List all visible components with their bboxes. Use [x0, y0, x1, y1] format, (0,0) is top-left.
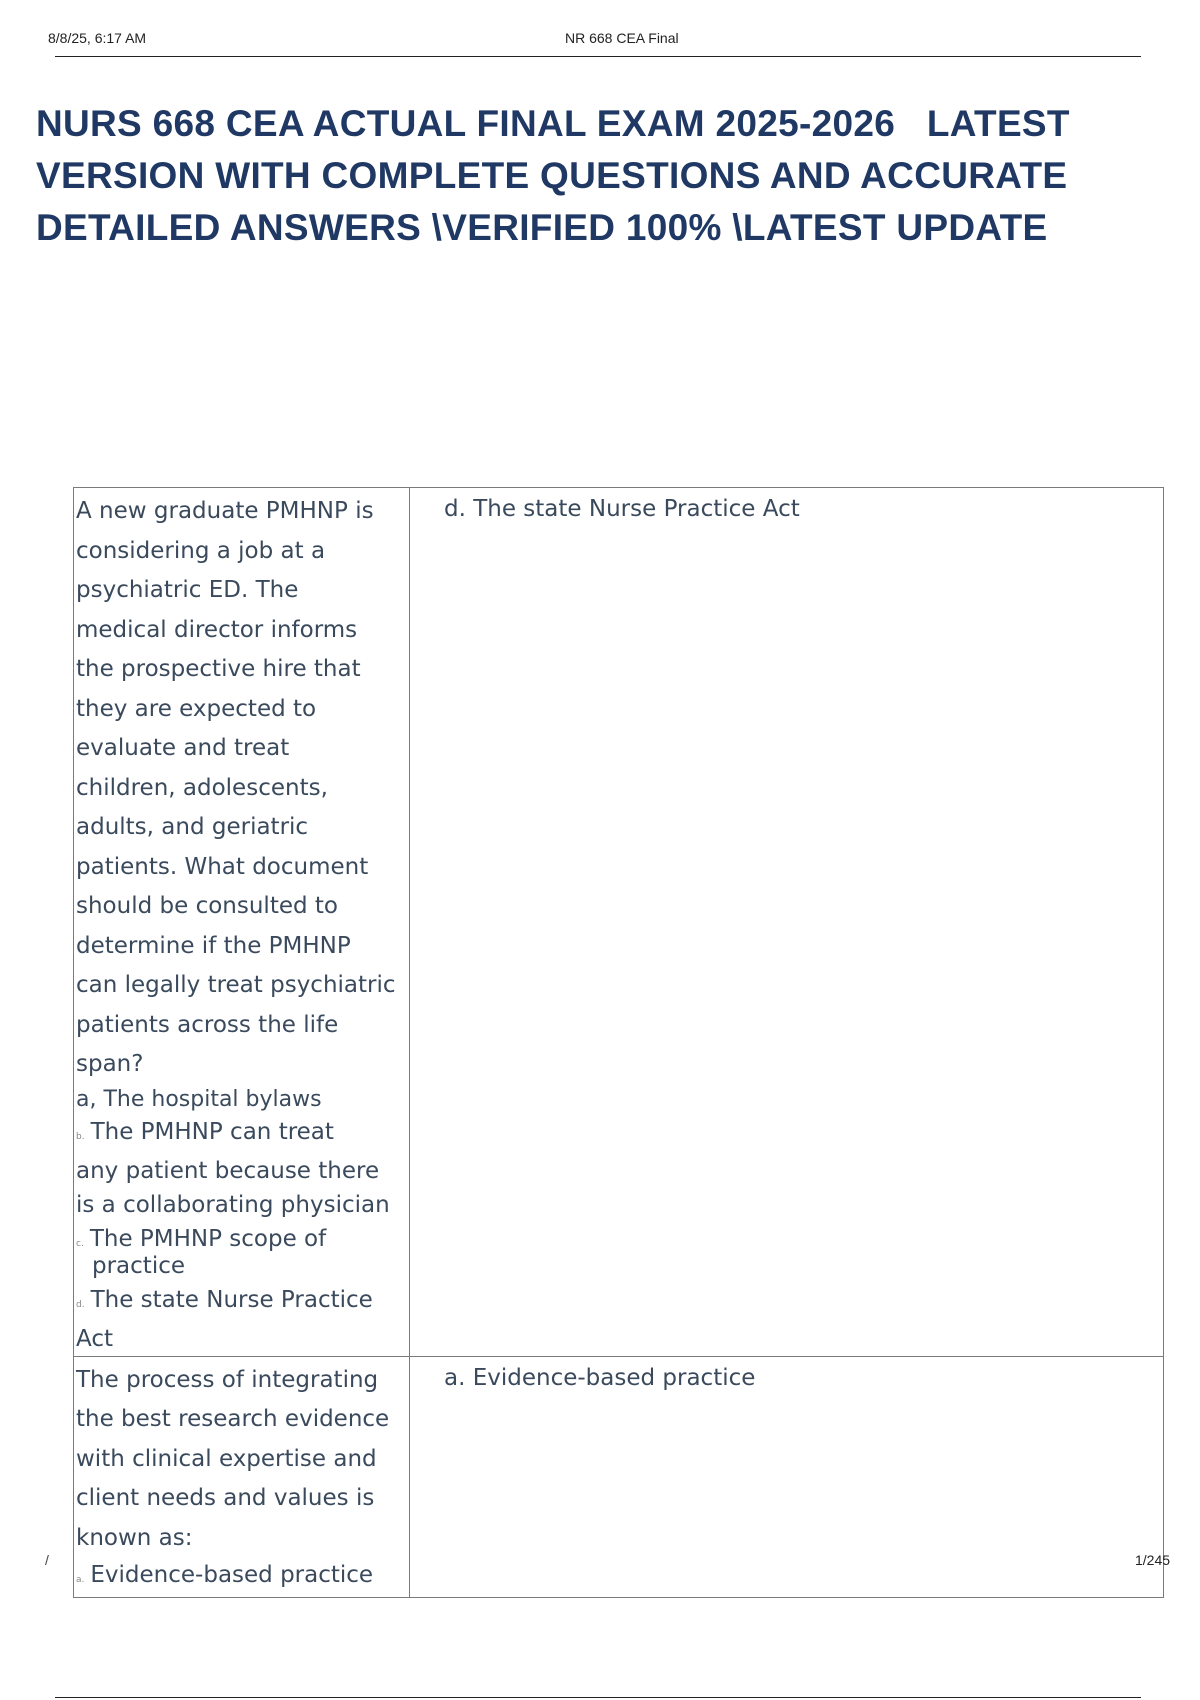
title-line: DETAILED ANSWERS \VERIFIED 100% \LATEST UPDATE: [36, 207, 1048, 248]
option-d-marker: d.: [76, 1299, 85, 1310]
option-b-continued: any patient because there: [76, 1157, 380, 1184]
option-d: [76, 1283, 407, 1356]
title-line: NURS 668 CEA ACTUAL FINAL EXAM 2025-2026 LATEST: [36, 103, 1070, 144]
option-c-marker: c.: [76, 1238, 84, 1249]
option-b-text: The PMHNP can treat: [90, 1118, 334, 1145]
question-line: patients across the life: [76, 1011, 339, 1038]
print-header: [48, 30, 1140, 50]
question-line: adults, and geriatric: [76, 814, 309, 840]
footer-divider: [55, 1697, 1141, 1698]
option-c-text: The PMHNP scope of: [89, 1225, 327, 1252]
question-line: determine if the PMHNP: [76, 932, 351, 959]
option-a-marker: a.: [76, 1575, 85, 1585]
option-c: [76, 1222, 407, 1283]
print-date: 8/8/25, 6:17 AM: [48, 30, 147, 46]
question-line: The process of integrating: [76, 1366, 379, 1393]
question-cell: [74, 488, 410, 1357]
question-line: the prospective hire that: [76, 656, 361, 682]
question-line: should be consulted to: [76, 893, 338, 919]
question-line: with clinical expertise and: [76, 1445, 377, 1472]
document-title: [36, 98, 1186, 254]
question-line: known as:: [76, 1524, 193, 1551]
option-a-text: Evidence-based practice: [90, 1562, 374, 1588]
print-document-title: NR 668 CEA Final: [565, 30, 679, 46]
title-line: VERSION WITH COMPLETE QUESTIONS AND ACCURATE: [36, 155, 1068, 196]
question-cell: [74, 1356, 410, 1598]
flashcard-row: [74, 1356, 1164, 1598]
question-line: can legally treat psychiatric: [76, 972, 396, 998]
question-line: the best research evidence: [76, 1406, 390, 1432]
option-d-text: The state Nurse Practice Act: [76, 1286, 373, 1352]
option-c-continued: practice: [92, 1252, 185, 1279]
option-b-continued: is a collaborating physician: [76, 1191, 390, 1218]
footer-url: /: [45, 1552, 49, 1568]
question-line: considering a job at a: [76, 537, 326, 564]
flashcard-table: [73, 487, 1164, 1598]
header-divider: [55, 56, 1141, 57]
question-line: client needs and values is: [76, 1485, 375, 1511]
option-b: [76, 1115, 407, 1154]
answer-cell: a. Evidence-based practice: [410, 1356, 1164, 1598]
question-line: evaluate and treat: [76, 735, 290, 761]
option-b-marker: b.: [76, 1131, 85, 1142]
question-line: medical director informs: [76, 616, 358, 643]
question-line: span?: [76, 1051, 144, 1077]
page-number: 1/245: [1135, 1552, 1171, 1568]
flashcard-row: [74, 488, 1164, 1357]
question-line: they are expected to: [76, 695, 317, 722]
question-line: patients. What document: [76, 853, 369, 880]
option-a: a, The hospital bylaws: [76, 1086, 322, 1112]
question-line: psychiatric ED. The: [76, 577, 299, 603]
question-line: children, adolescents,: [76, 774, 328, 801]
question-line: A new graduate PMHNP is: [76, 498, 374, 524]
answer-cell: d. The state Nurse Practice Act: [410, 488, 1164, 1357]
option-a: [76, 1558, 407, 1597]
